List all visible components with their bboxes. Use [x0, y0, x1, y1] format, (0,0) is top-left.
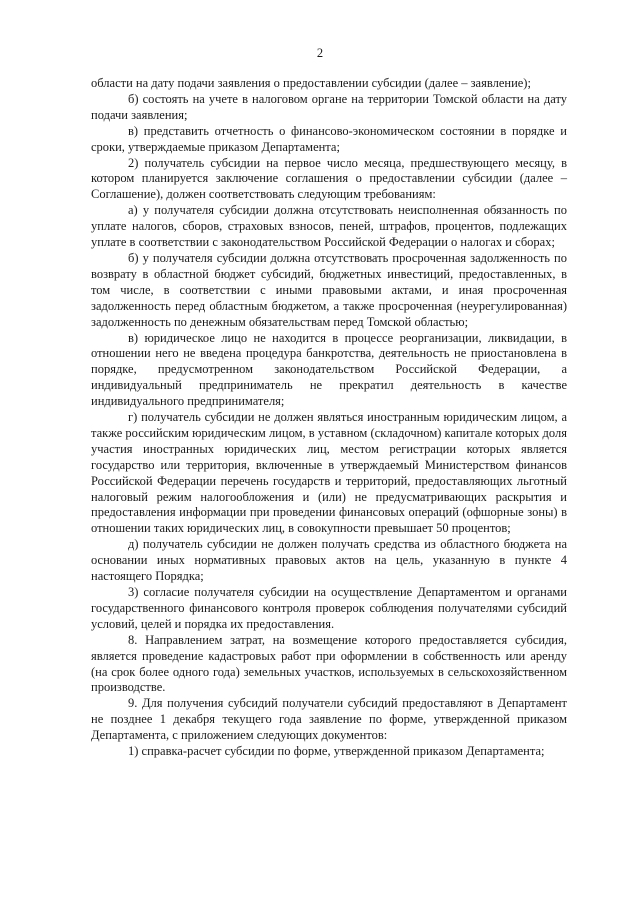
paragraph-item-b-tax-registration: б) состоять на учете в налоговом органе на территории Томской области на дату подачи заявления;	[91, 91, 567, 122]
paragraph-section-9: 9. Для получения субсидий получатели субсидий предоставляют в Департамент не позднее 1 декабря текущего года заявление по форме, утвержденной приказом Департамента, с приложением следующих документов:	[91, 696, 567, 743]
paragraph-item-v-reporting: в) представить отчетность о финансово-экономическом состоянии в порядке и сроки, утверждаемые приказом Департамента;	[91, 123, 567, 154]
paragraph-document-1: 1) справка-расчет субсидии по форме, утвержденной приказом Департамента;	[128, 744, 545, 759]
paragraph-section-8: 8. Направлением затрат, на возмещение которого предоставляется субсидия, является проведение кадастровых работ при оформлении в собственность или аренду (на срок более одного года) земельных участков, используемых в сельскохозяйственном производстве.	[91, 632, 567, 695]
paragraph-consent: 3) согласие получателя субсидии на осуществление Департаментом и органами государственного финансового контроля проверок соблюдения получателями субсидий условий, целей и порядка их предоставления.	[91, 585, 567, 631]
page-number: 2	[316, 46, 324, 60]
paragraph-requirements-intro: 2) получатель субсидии на первое число месяца, предшествующего месяцу, в котором планируется заключение соглашения о предоставлении субсидии (далее – Соглашение), должен соответствовать следующим требованиям:	[91, 155, 567, 202]
paragraph-continuation: области на дату подачи заявления о предоставлении субсидии (далее – заявление);	[91, 76, 531, 90]
paragraph-item-g-foreign-entity: г) получатель субсидии не должен являться иностранным юридическим лицом, а также российским юридическим лицом, в уставном (складочном) капитале которых доля участия иностранных юридических лиц, местом регистрации которых является государство или территория, включенные в утверждаемый Министерством финансов Российской Федерации перечень государств и территорий, предоставляющих льготный налоговый режим налогообложения и (или) не предусматривающих раскрытия и предоставления информации при проведении финансовых операций (офшорные зоны) в отношении таких юридических лиц, в совокупности превышает 50 процентов;	[91, 410, 567, 536]
paragraph-item-v-reorganization: в) юридическое лицо не находится в процессе реорганизации, ликвидации, в отношении него не введена процедура банкротства, деятельность не приостановлена в порядке, предусмотренном законодательством Российской Федерации, а индивидуальный предприниматель не прекратил деятельность в качестве индивидуального предпринимателя;	[91, 330, 567, 409]
paragraph-item-d-other-funds: д) получатель субсидии не должен получать средства из областного бюджета на основании иных нормативных правовых актов на цель, указанную в пункте 4 настоящего Порядка;	[91, 537, 567, 584]
document-body	[91, 76, 567, 760]
paragraph-item-a-taxes: а) у получателя субсидии должна отсутствовать неисполненная обязанность по уплате налогов, сборов, страховых взносов, пеней, штрафов, процентов, подлежащих уплате в соответствии с законодательством Российской Федерации о налогах и сборах;	[91, 203, 567, 250]
paragraph-item-b-debt: б) у получателя субсидии должна отсутствовать просроченная задолженность по возврату в областной бюджет субсидий, бюджетных инвестиций, предоставленных, в том числе, в соответствии с иными правовыми актами, и иная просроченная задолженность перед областным бюджетом, а также просроченная (неурегулированная) задолженность по денежным обязательствам перед Томской областью;	[91, 250, 567, 329]
